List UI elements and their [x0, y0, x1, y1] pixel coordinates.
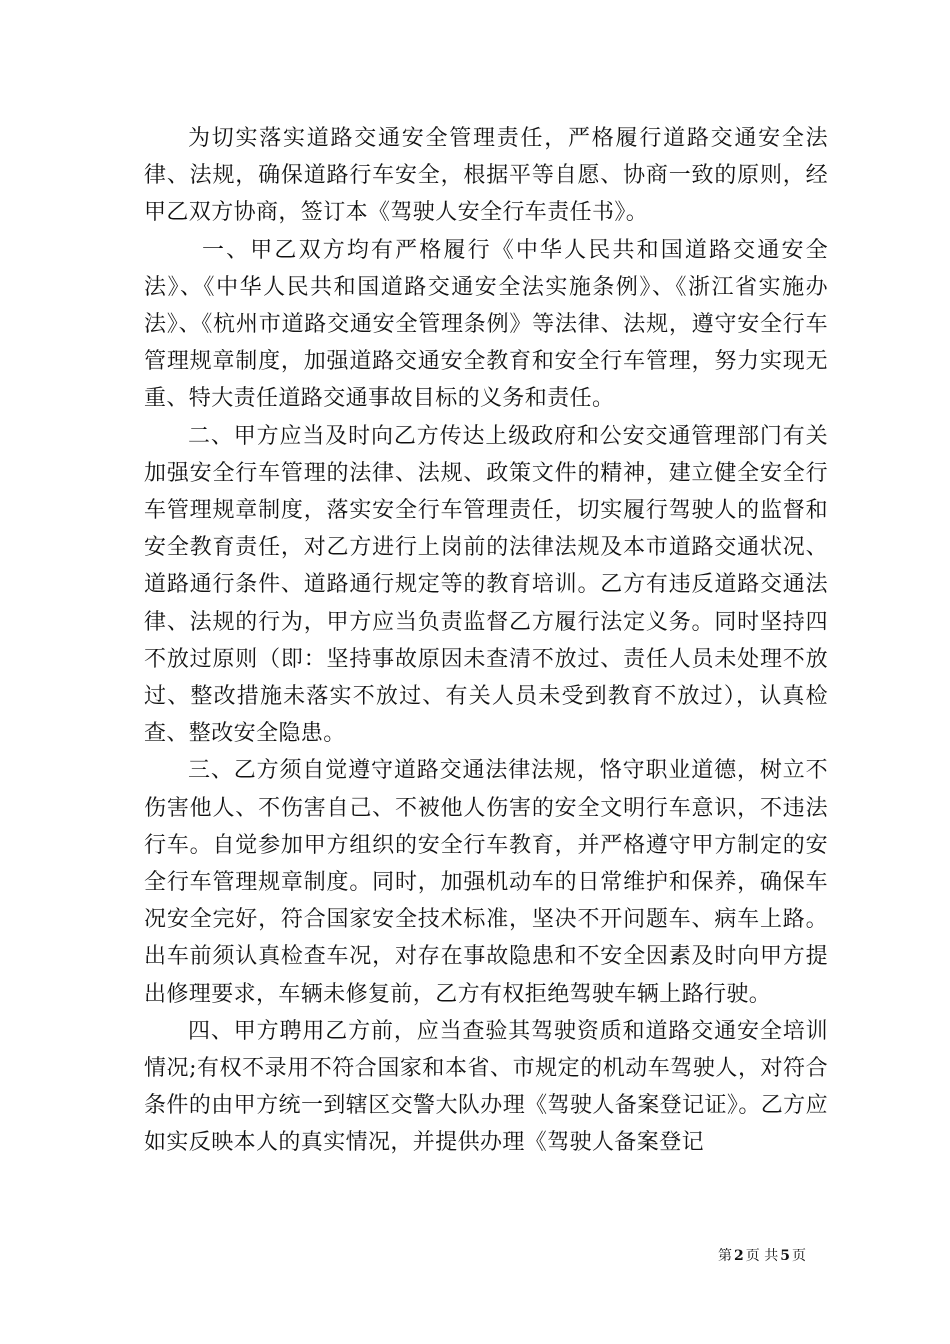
footer-suffix: 页: [792, 1248, 806, 1264]
article-3-paragraph: 三、乙方须自觉遵守道路交通法律法规，恪守职业道德，树立不伤害他人、不伤害自己、不被他人伤害的安全文明行车意识，不违法行车。自觉参加甲方组织的安全行车教育，并严格遵守甲方制定的安全行车管理规章制度。同时，加强机动车的日常维护和保养，确保车况安全完好，符合国家安全技术标准，坚决不开问题车、病车上路。出车前须认真检查车况，对存在事故隐患和不安全因素及时向甲方提出修理要求，车辆未修复前，乙方有权拒绝驾驶车辆上路行驶。: [144, 758, 828, 1007]
document-body: [144, 120, 828, 1162]
article-1-paragraph: 一、甲乙双方均有严格履行《中华人民共和国道路交通安全法》、《中华人民共和国道路交通安全法实施条例》、《浙江省实施办法》、《杭州市道路交通安全管理条例》等法律、法规，遵守安全行车管理规章制度，加强道路交通安全教育和安全行车管理，努力实现无重、特大责任道路交通事故目标的义务和责任。: [144, 237, 828, 412]
total-pages-number: 5: [780, 1248, 790, 1264]
current-page-number: 2: [734, 1248, 744, 1264]
article-4-paragraph: 四、甲方聘用乙方前，应当查验其驾驶资质和道路交通安全培训情况;有权不录用不符合国家和本省、市规定的机动车驾驶人，对符合条件的由甲方统一到辖区交警大队办理《驾驶人备案登记证》。乙方应如实反映本人的真实情况，并提供办理《驾驶人备案登记: [144, 1018, 828, 1156]
footer-middle: 页 共: [745, 1248, 779, 1264]
footer-prefix: 第: [718, 1248, 733, 1264]
article-2-paragraph: 二、甲方应当及时向乙方传达上级政府和公安交通管理部门有关加强安全行车管理的法律、法规、政策文件的精神，建立健全安全行车管理规章制度，落实安全行车管理责任，切实履行驾驶人的监督和安全教育责任，对乙方进行上岗前的法律法规及本市道路交通状况、道路通行条件、道路通行规定等的教育培训。乙方有违反道路交通法律、法规的行为，甲方应当负责监督乙方履行法定义务。同时坚持四不放过原则（即：坚持事故原因未查清不放过、责任人员未处理不放过、整改措施未落实不放过、有关人员未受到教育不放过），认真检查、整改安全隐患。: [144, 423, 828, 747]
page-number-footer: [718, 1245, 806, 1265]
intro-paragraph: 为切实落实道路交通安全管理责任，严格履行道路交通安全法律、法规，确保道路行车安全，根据平等自愿、协商一致的原则，经甲乙双方协商，签订本《驾驶人安全行车责任书》。: [144, 126, 828, 226]
